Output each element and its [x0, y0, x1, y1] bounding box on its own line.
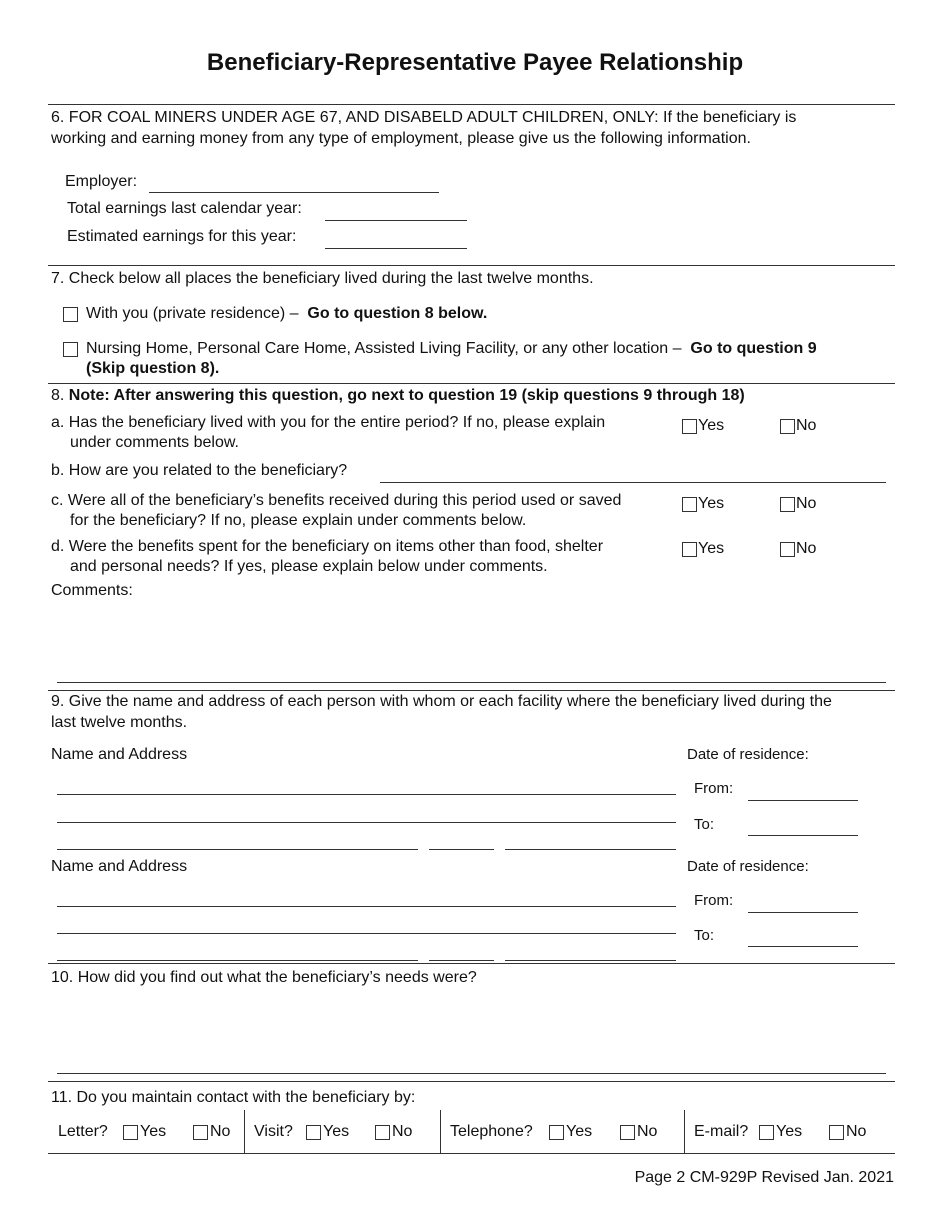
email-no-label: No: [846, 1123, 867, 1140]
q8d-no-label: No: [796, 540, 817, 557]
q8d-text-line1: d. Were the benefits spent for the beneficiary on items other than food, shelter: [51, 538, 604, 555]
visit-yes-checkbox[interactable]: [306, 1125, 321, 1140]
q8a-no-label: No: [796, 417, 817, 434]
zip-field-2[interactable]: [505, 960, 676, 961]
visit-no-checkbox[interactable]: [375, 1125, 390, 1140]
employer-label: Employer:: [65, 173, 138, 190]
to-date-field-2[interactable]: [748, 946, 858, 947]
column-divider: [244, 1110, 245, 1153]
column-divider: [684, 1110, 685, 1153]
q8a-yes-label: Yes: [698, 417, 725, 434]
to-date-field-1[interactable]: [748, 835, 858, 836]
q8c-no-label: No: [796, 495, 817, 512]
state-field-2[interactable]: [429, 960, 494, 961]
name-address-label-1: Name and Address: [51, 746, 188, 763]
private-residence-text: With you (private residence) –: [86, 305, 299, 322]
q8d-text-line2: and personal needs? If yes, please explain below under comments.: [70, 558, 548, 575]
page-title: Beneficiary-Representative Payee Relationship: [206, 49, 744, 76]
q8c-text-line1: c. Were all of the beneficiary’s benefits received during this period used or saved: [51, 492, 622, 509]
q8-note-text: Note: After answering this question, go next to question 19 (skip questions 9 through 18): [68, 387, 745, 404]
q11-text: 11. Do you maintain contact with the beneficiary by:: [51, 1089, 416, 1106]
q8c-yes-label: Yes: [698, 495, 725, 512]
address-field-1[interactable]: [57, 822, 676, 823]
letter-label: Letter?: [58, 1123, 108, 1140]
section-divider: [48, 690, 895, 691]
q8-number: 8.: [51, 387, 65, 404]
q10-text: 10. How did you find out what the beneficiary’s needs were?: [51, 969, 477, 986]
telephone-yes-checkbox[interactable]: [549, 1125, 564, 1140]
address-field-2[interactable]: [57, 933, 676, 934]
email-label: E-mail?: [694, 1123, 749, 1140]
comments-field[interactable]: [57, 682, 886, 683]
q6-text-line2: working and earning money from any type of employment, please give us the following information.: [51, 130, 751, 147]
section-divider: [48, 963, 895, 964]
state-field-1[interactable]: [429, 849, 494, 850]
section-divider: [48, 1153, 895, 1154]
other-location-instruction: Go to question 9: [690, 340, 817, 357]
total-earnings-field[interactable]: [325, 220, 467, 221]
name-field-1[interactable]: [57, 794, 676, 795]
email-no-checkbox[interactable]: [829, 1125, 844, 1140]
private-residence-label: [86, 304, 487, 324]
date-of-residence-label-1: Date of residence:: [687, 746, 809, 763]
telephone-label: Telephone?: [450, 1123, 533, 1140]
from-date-field-2[interactable]: [748, 912, 858, 913]
letter-no-label: No: [210, 1123, 231, 1140]
city-field-1[interactable]: [57, 849, 418, 850]
date-of-residence-label-2: Date of residence:: [687, 858, 809, 875]
q8c-yes-checkbox[interactable]: [682, 497, 697, 512]
q7-text: 7. Check below all places the beneficiary lived during the last twelve months.: [51, 270, 594, 287]
letter-yes-label: Yes: [140, 1123, 167, 1140]
estimated-earnings-field[interactable]: [325, 248, 467, 249]
zip-field-1[interactable]: [505, 849, 676, 850]
visit-no-label: No: [392, 1123, 413, 1140]
telephone-no-label: No: [637, 1123, 658, 1140]
q8d-no-checkbox[interactable]: [780, 542, 795, 557]
estimated-earnings-label: Estimated earnings for this year:: [67, 228, 297, 245]
relationship-field[interactable]: [380, 482, 886, 483]
email-yes-label: Yes: [776, 1123, 803, 1140]
q8c-text-line2: for the beneficiary? If no, please explain under comments below.: [70, 512, 527, 529]
q9-text-line2: last twelve months.: [51, 714, 188, 731]
telephone-no-checkbox[interactable]: [620, 1125, 635, 1140]
q8-note: [51, 386, 745, 406]
other-location-label: [86, 339, 817, 359]
from-label-2: From:: [694, 892, 734, 909]
total-earnings-label: Total earnings last calendar year:: [67, 200, 302, 217]
q8a-text-line1: a. Has the beneficiary lived with you for the entire period? If no, please explain: [51, 414, 606, 431]
to-label-2: To:: [694, 927, 715, 944]
column-divider: [440, 1110, 441, 1153]
q9-text-line1: 9. Give the name and address of each person with whom or each facility where the beneficiary lived during the: [51, 693, 832, 710]
letter-yes-checkbox[interactable]: [123, 1125, 138, 1140]
comments-label: Comments:: [51, 582, 133, 599]
name-address-label-2: Name and Address: [51, 858, 188, 875]
private-residence-instruction: Go to question 8 below.: [307, 305, 488, 322]
name-field-2[interactable]: [57, 906, 676, 907]
employer-field[interactable]: [149, 192, 439, 193]
q8d-yes-label: Yes: [698, 540, 725, 557]
other-location-skip: (Skip question 8).: [86, 360, 220, 377]
section-divider: [48, 265, 895, 266]
q8b-text: b. How are you related to the beneficiary?: [51, 462, 348, 479]
telephone-yes-label: Yes: [566, 1123, 593, 1140]
other-location-text: Nursing Home, Personal Care Home, Assisted Living Facility, or any other location –: [86, 340, 682, 357]
section-divider: [48, 104, 895, 105]
q8c-no-checkbox[interactable]: [780, 497, 795, 512]
q8a-text-line2: under comments below.: [70, 434, 239, 451]
q8a-yes-checkbox[interactable]: [682, 419, 697, 434]
visit-label: Visit?: [254, 1123, 293, 1140]
private-residence-checkbox[interactable]: [63, 307, 78, 322]
other-location-checkbox[interactable]: [63, 342, 78, 357]
page-footer: Page 2 CM-929P Revised Jan. 2021: [634, 1169, 894, 1186]
email-yes-checkbox[interactable]: [759, 1125, 774, 1140]
q8d-yes-checkbox[interactable]: [682, 542, 697, 557]
section-divider: [48, 383, 895, 384]
visit-yes-label: Yes: [323, 1123, 350, 1140]
from-date-field-1[interactable]: [748, 800, 858, 801]
to-label-1: To:: [694, 816, 715, 833]
needs-field[interactable]: [57, 1073, 886, 1074]
q6-text-line1: 6. FOR COAL MINERS UNDER AGE 67, AND DISABELD ADULT CHILDREN, ONLY: If the beneficiary is: [51, 109, 797, 126]
letter-no-checkbox[interactable]: [193, 1125, 208, 1140]
city-field-2[interactable]: [57, 960, 418, 961]
q8a-no-checkbox[interactable]: [780, 419, 795, 434]
from-label-1: From:: [694, 780, 734, 797]
section-divider: [48, 1081, 895, 1082]
